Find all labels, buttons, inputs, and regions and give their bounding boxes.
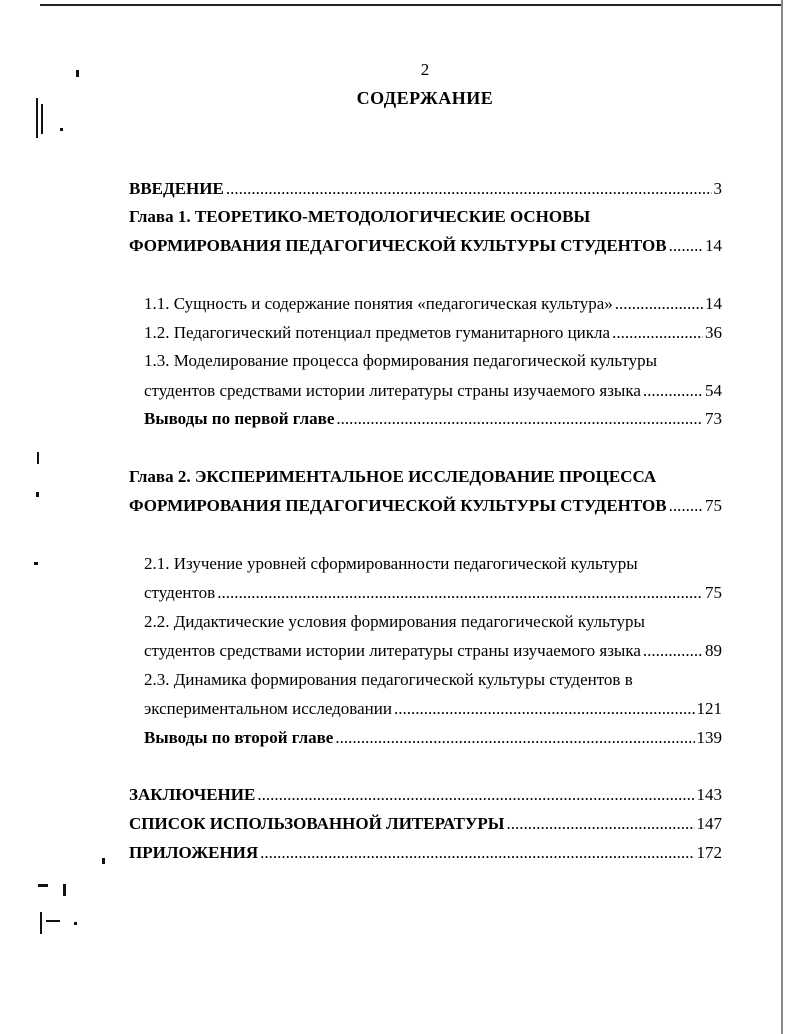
toc-entry-label: Глава 1. ТЕОРЕТИКО-МЕТОДОЛОГИЧЕСКИЕ ОСНОВЫ [129,207,591,226]
toc-chapter-2-title [129,466,722,488]
toc-chapter-1-title-cont [129,235,722,257]
toc-entry-label: ПРИЛОЖЕНИЯ [129,843,259,862]
scan-speck [60,128,63,131]
dot-leader [217,582,703,604]
toc-page-number: 121 [696,699,722,718]
scan-speck [74,922,77,925]
toc-section-1-3 [144,350,722,372]
toc-page-number: 172 [696,843,722,862]
toc-entry-appendices [129,842,722,864]
toc-entry-label: СПИСОК ИСПОЛЬЗОВАННОЙ ЛИТЕРАТУРЫ [129,814,505,833]
dot-leader [226,178,712,200]
scan-speck [36,492,39,497]
toc-chapter-2-title-cont [129,495,722,517]
toc-chapter-1-title [129,206,722,228]
dot-leader [394,698,695,720]
toc-page-number: 139 [696,728,722,747]
page-title: СОДЕРЖАНИЕ [356,88,494,108]
toc-page-number: 73 [705,409,722,428]
toc-entry-label: студентов средствами истории литературы страны изучаемого языка [144,381,641,400]
scan-speck [37,452,39,464]
toc-entry-label: ФОРМИРОВАНИЯ ПЕДАГОГИЧЕСКОЙ КУЛЬТУРЫ СТУДЕНТОВ [129,236,667,255]
toc-section-2-1-cont [144,582,722,604]
page-number: 2 [420,60,430,79]
scan-speck [40,912,42,934]
dot-leader [669,235,703,257]
toc-entry-label: 2.1. Изучение уровней сформированности педагогической культуры [144,554,638,573]
dot-leader [615,293,703,315]
toc-entry-label: Выводы по первой главе [144,409,335,428]
toc-page-number: 75 [705,583,722,602]
toc-entry-label: 2.3. Динамика формирования педагогической культуры студентов в [144,670,633,689]
dot-leader [335,727,694,749]
toc-entry-label: студентов средствами истории литературы страны изучаемого языка [144,641,641,660]
toc-section-2-3 [144,669,722,691]
scan-speck [38,884,48,887]
dot-leader [612,322,703,344]
toc-page-number: 75 [705,496,722,515]
toc-entry-label: ВВЕДЕНИЕ [129,179,224,198]
dot-leader [643,380,703,402]
scan-speck [63,884,66,896]
scan-right-edge [781,0,783,1034]
toc-section-2-1 [144,553,722,575]
toc-entry-intro [129,178,722,200]
toc-chapter-2-conclusions [144,727,722,749]
dot-leader [669,495,703,517]
toc-entry-label: 1.3. Моделирование процесса формирования педагогической культуры [144,351,658,370]
toc-section-1-3-cont [144,380,722,402]
toc-entry-conclusion [129,784,722,806]
toc-entry-label: 1.1. Сущность и содержание понятия «педагогическая культура» [144,294,613,313]
toc-section-1-2 [144,322,722,344]
toc-entry-label: 1.2. Педагогический потенциал предметов гуманитарного цикла [144,323,611,342]
toc-entry-label: 2.2. Дидактические условия формирования педагогической культуры [144,612,645,631]
scan-top-edge [40,4,782,6]
dot-leader [260,842,694,864]
toc-entry-label: студентов [144,583,216,602]
toc-entry-label: Глава 2. ЭКСПЕРИМЕНТАЛЬНОЕ ИССЛЕДОВАНИЕ ПРОЦЕССА [129,467,657,486]
toc-entry-references [129,813,722,835]
dot-leader [507,813,695,835]
toc-page-number: 89 [705,641,722,660]
scan-speck [46,920,60,922]
toc-section-2-2 [144,611,722,633]
dot-leader [257,784,694,806]
toc-page-number: 14 [705,236,722,255]
toc-entry-label: ЗАКЛЮЧЕНИЕ [129,785,256,804]
toc-section-2-2-cont [144,640,722,662]
toc-section-1-1 [144,293,722,315]
toc-page-number: 3 [713,179,722,198]
dot-leader [336,408,703,430]
toc-entry-label: Выводы по второй главе [144,728,334,747]
toc-entry-label: ФОРМИРОВАНИЯ ПЕДАГОГИЧЕСКОЙ КУЛЬТУРЫ СТУДЕНТОВ [129,496,667,515]
toc-page-number: 143 [696,785,722,804]
dot-leader [643,640,703,662]
toc-entry-label: экспериментальном исследовании [144,699,392,718]
toc-page-number: 147 [696,814,722,833]
scan-speck [34,562,38,565]
toc-page-number: 54 [705,381,722,400]
toc-page-number: 36 [705,323,722,342]
toc-page-number: 14 [705,294,722,313]
scan-speck [102,858,105,864]
toc-section-2-3-cont [144,698,722,720]
toc-chapter-1-conclusions [144,408,722,430]
